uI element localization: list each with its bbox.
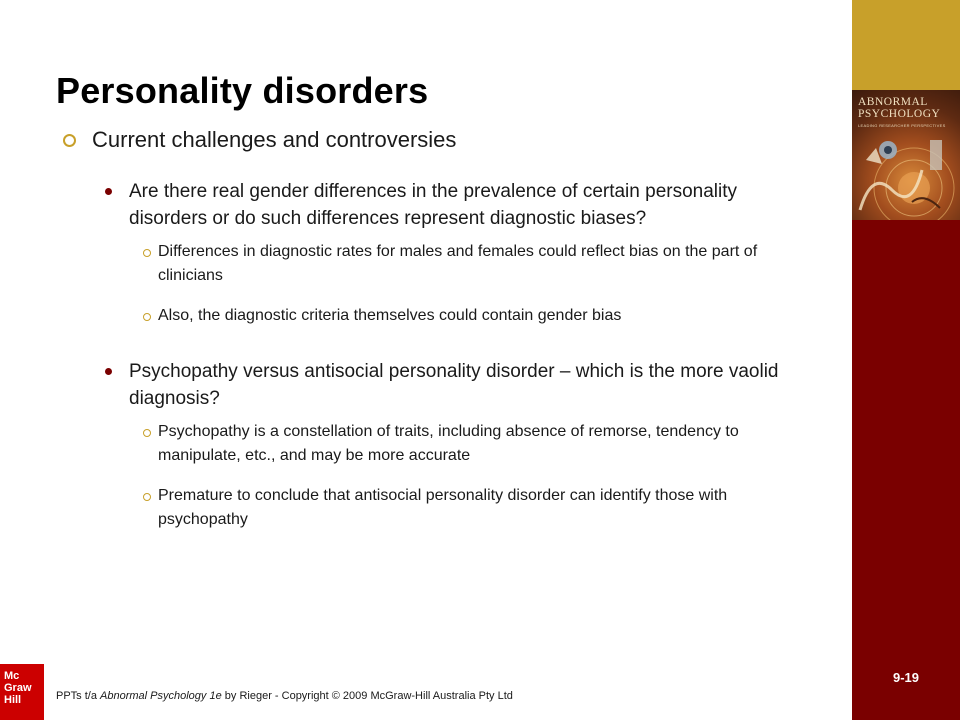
mcgraw-hill-logo bbox=[0, 664, 44, 720]
bullet-level1 bbox=[60, 126, 800, 154]
cover-subtitle: LEADING RESEARCHER PERSPECTIVES bbox=[858, 123, 946, 128]
bullet-level3 bbox=[60, 484, 800, 532]
cover-title-line2: PSYCHOLOGY bbox=[858, 108, 941, 120]
footer-suffix: by Rieger - Copyright © 2009 McGraw-Hill Australia Pty Ltd bbox=[221, 690, 513, 702]
ring-bullet-icon bbox=[143, 249, 151, 257]
cover-title bbox=[858, 96, 956, 120]
slide-content bbox=[60, 126, 800, 532]
sidebar-gold-band bbox=[852, 0, 960, 90]
cover-artwork bbox=[852, 130, 960, 220]
bullet-level3-text: Premature to conclude that antisocial personality disorder can identify those with psychopathy bbox=[158, 487, 728, 528]
ring-bullet-icon bbox=[63, 134, 76, 147]
bullet-level2-text: Are there real gender differences in the prevalence of certain personality disorders or do such differences represent diagnostic biases? bbox=[129, 181, 738, 229]
ring-bullet-icon bbox=[143, 313, 151, 321]
logo-line1: Mc bbox=[4, 670, 20, 682]
bullet-level3-text: Also, the diagnostic criteria themselves could contain gender bias bbox=[158, 307, 622, 324]
bullet-level3-text: Differences in diagnostic rates for males and females could reflect bias on the part of clinicians bbox=[158, 243, 758, 284]
ring-bullet-icon bbox=[143, 429, 151, 437]
bullet-level3 bbox=[60, 240, 800, 288]
logo-line2: Graw bbox=[4, 682, 32, 694]
cover-title-line1: ABNORMAL bbox=[858, 96, 928, 108]
logo-line3: Hill bbox=[4, 694, 22, 706]
book-cover-image bbox=[852, 90, 960, 220]
dot-bullet-icon bbox=[105, 188, 112, 195]
bullet-level1-text: Current challenges and controversies bbox=[92, 127, 457, 152]
bullet-level2-text: Psychopathy versus antisocial personality disorder – which is the more vaolid diagnosis? bbox=[129, 361, 779, 409]
bullet-level2 bbox=[60, 178, 800, 232]
bullet-level3 bbox=[60, 304, 800, 328]
bullet-level2 bbox=[60, 358, 800, 412]
footer-prefix: PPTs t/a bbox=[56, 690, 101, 702]
footer-copyright bbox=[56, 690, 513, 702]
dot-bullet-icon bbox=[105, 368, 112, 375]
bullet-level3-text: Psychopathy is a constellation of traits, including absence of remorse, tendency to manipulate, etc., and may be more accurate bbox=[158, 423, 739, 464]
footer-book-title: Abnormal Psychology 1e bbox=[100, 690, 222, 702]
ring-bullet-icon bbox=[143, 493, 151, 501]
slide-title: Personality disorders bbox=[56, 70, 429, 111]
bullet-level3 bbox=[60, 420, 800, 468]
page-number: 9-19 bbox=[892, 670, 920, 685]
